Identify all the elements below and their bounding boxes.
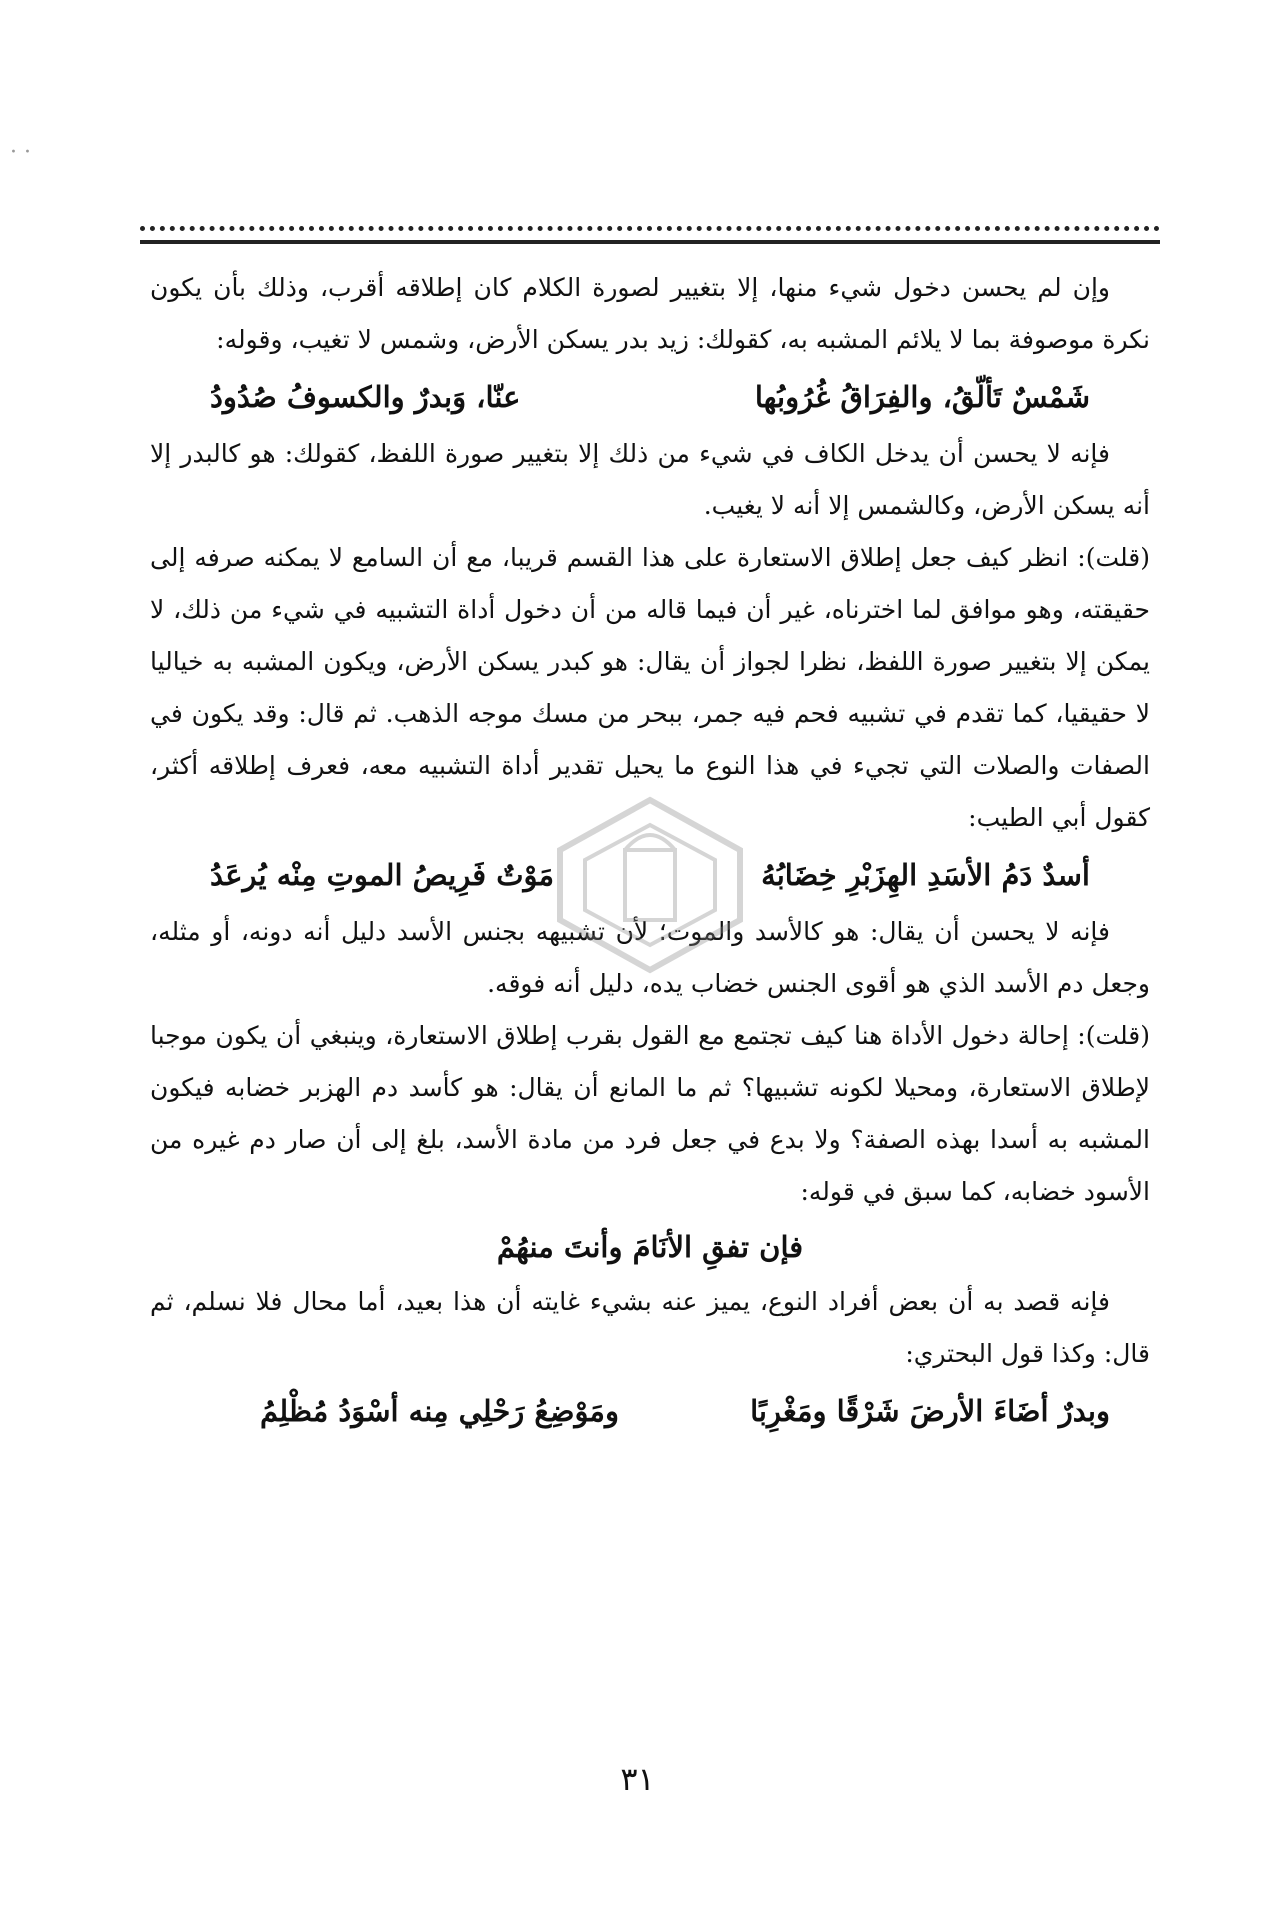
paragraph-4: فإنه لا يحسن أن يقال: هو كالأسد والموت؛ لأن تشبيهه بجنس الأسد دليل أنه دونه، أو مثله، وجعل دم الأسد الذي هو أقوى الجنس خضاب يده، دليل أنه فوقه. — [150, 917, 1150, 998]
verse-1-second-hemistich: عنّا، وَبدرٌ والكسوفُ صُدُودُ — [210, 380, 521, 414]
paragraph-3: (قلت): انظر كيف جعل إطلاق الاستعارة على هذا القسم قريبا، مع أن السامع لا يمكنه صرفه إلى حقيقته، وهو موافق لما اخترناه، غير أن فيما قاله من أن دخول أداة التشبيه في شيء من ذلك، لا يمكن إلا بتغيير صورة اللفظ، نظرا لجواز أن يقال: هو كبدر يسكن الأرض، ويكون المشبه به خياليا لا حقيقيا، كما تقدم في تشبيه فحم فيه جمر، ببحر من مسك موجه الذهب. ثم قال: وقد يكون في الصفات والصلات التي تجيء في هذا النوع ما يحيل تقدير أداة التشبيه معه، فعرف إطلاقه أكثر، كقول أبي الطيب: — [150, 543, 1150, 832]
header-dotted-rule — [140, 226, 1160, 231]
paragraph-5: (قلت): إحالة دخول الأداة هنا كيف تجتمع مع القول بقرب إطلاق الاستعارة، وينبغي أن يكون موجبا لإطلاق الاستعارة، ومحيلا لكونه تشبيها؟ ثم ما المانع أن يقال: هو كأسد دم الهزبر خضابه فيكون المشبه به أسدا بهذه الصفة؟ ولا بدع في جعل فرد من مادة الأسد، بلغ إلى أن صار دم غيره من الأسود خضابه، كما سبق في قوله: — [150, 1021, 1150, 1206]
verse-1-first-hemistich: شَمْسٌ تَألّقُ، والفِرَاقُ غُرُوبُها — [754, 380, 1090, 414]
verse-3: فإن تفقِ الأنَامَ وأنتَ منهُمْ — [496, 1230, 804, 1264]
page-number: ٣١ — [620, 1760, 655, 1798]
paragraph-6: فإنه قصد به أن بعض أفراد النوع، يميز عنه بشيء غايته أن هذا بعيد، أما محال فلا نسلم، ثم قال: وكذا قول البحتري: — [150, 1287, 1150, 1368]
verse-4-second-hemistich: ومَوْضِعُ رَحْلِي مِنه أسْوَدُ مُظْلِمُ — [260, 1394, 619, 1428]
verse-1 — [150, 366, 1150, 428]
scan-speck: · · — [10, 140, 31, 165]
verse-2-first-hemistich: أسدٌ دَمُ الأسَدِ الهِزَبْرِ خِضَابُهُ — [761, 858, 1090, 892]
verse-2-second-hemistich: مَوْتٌ فَرِيصُ الموتِ مِنْه يُرعَدُ — [210, 858, 555, 892]
paragraph-2: فإنه لا يحسن أن يدخل الكاف في شيء من ذلك إلا بتغيير صورة اللفظ، كقولك: هو كالبدر إلا أنه يسكن الأرض، وكالشمس إلا أنه لا يغيب. — [150, 439, 1150, 520]
header-solid-rule — [140, 240, 1160, 244]
library-seal-icon — [540, 790, 760, 980]
paragraph-1: وإن لم يحسن دخول شيء منها، إلا بتغيير لصورة الكلام كان إطلاقه أقرب، وذلك بأن يكون نكرة موصوفة بما لا يلائم المشبه به، كقولك: زيد بدر يسكن الأرض، وشمس لا تغيب، وقوله: — [150, 273, 1150, 354]
verse-4 — [150, 1380, 1150, 1442]
verse-4-first-hemistich: وبدرٌ أضَاءَ الأرضَ شَرْقًا ومَغْرِبًا — [750, 1394, 1110, 1428]
